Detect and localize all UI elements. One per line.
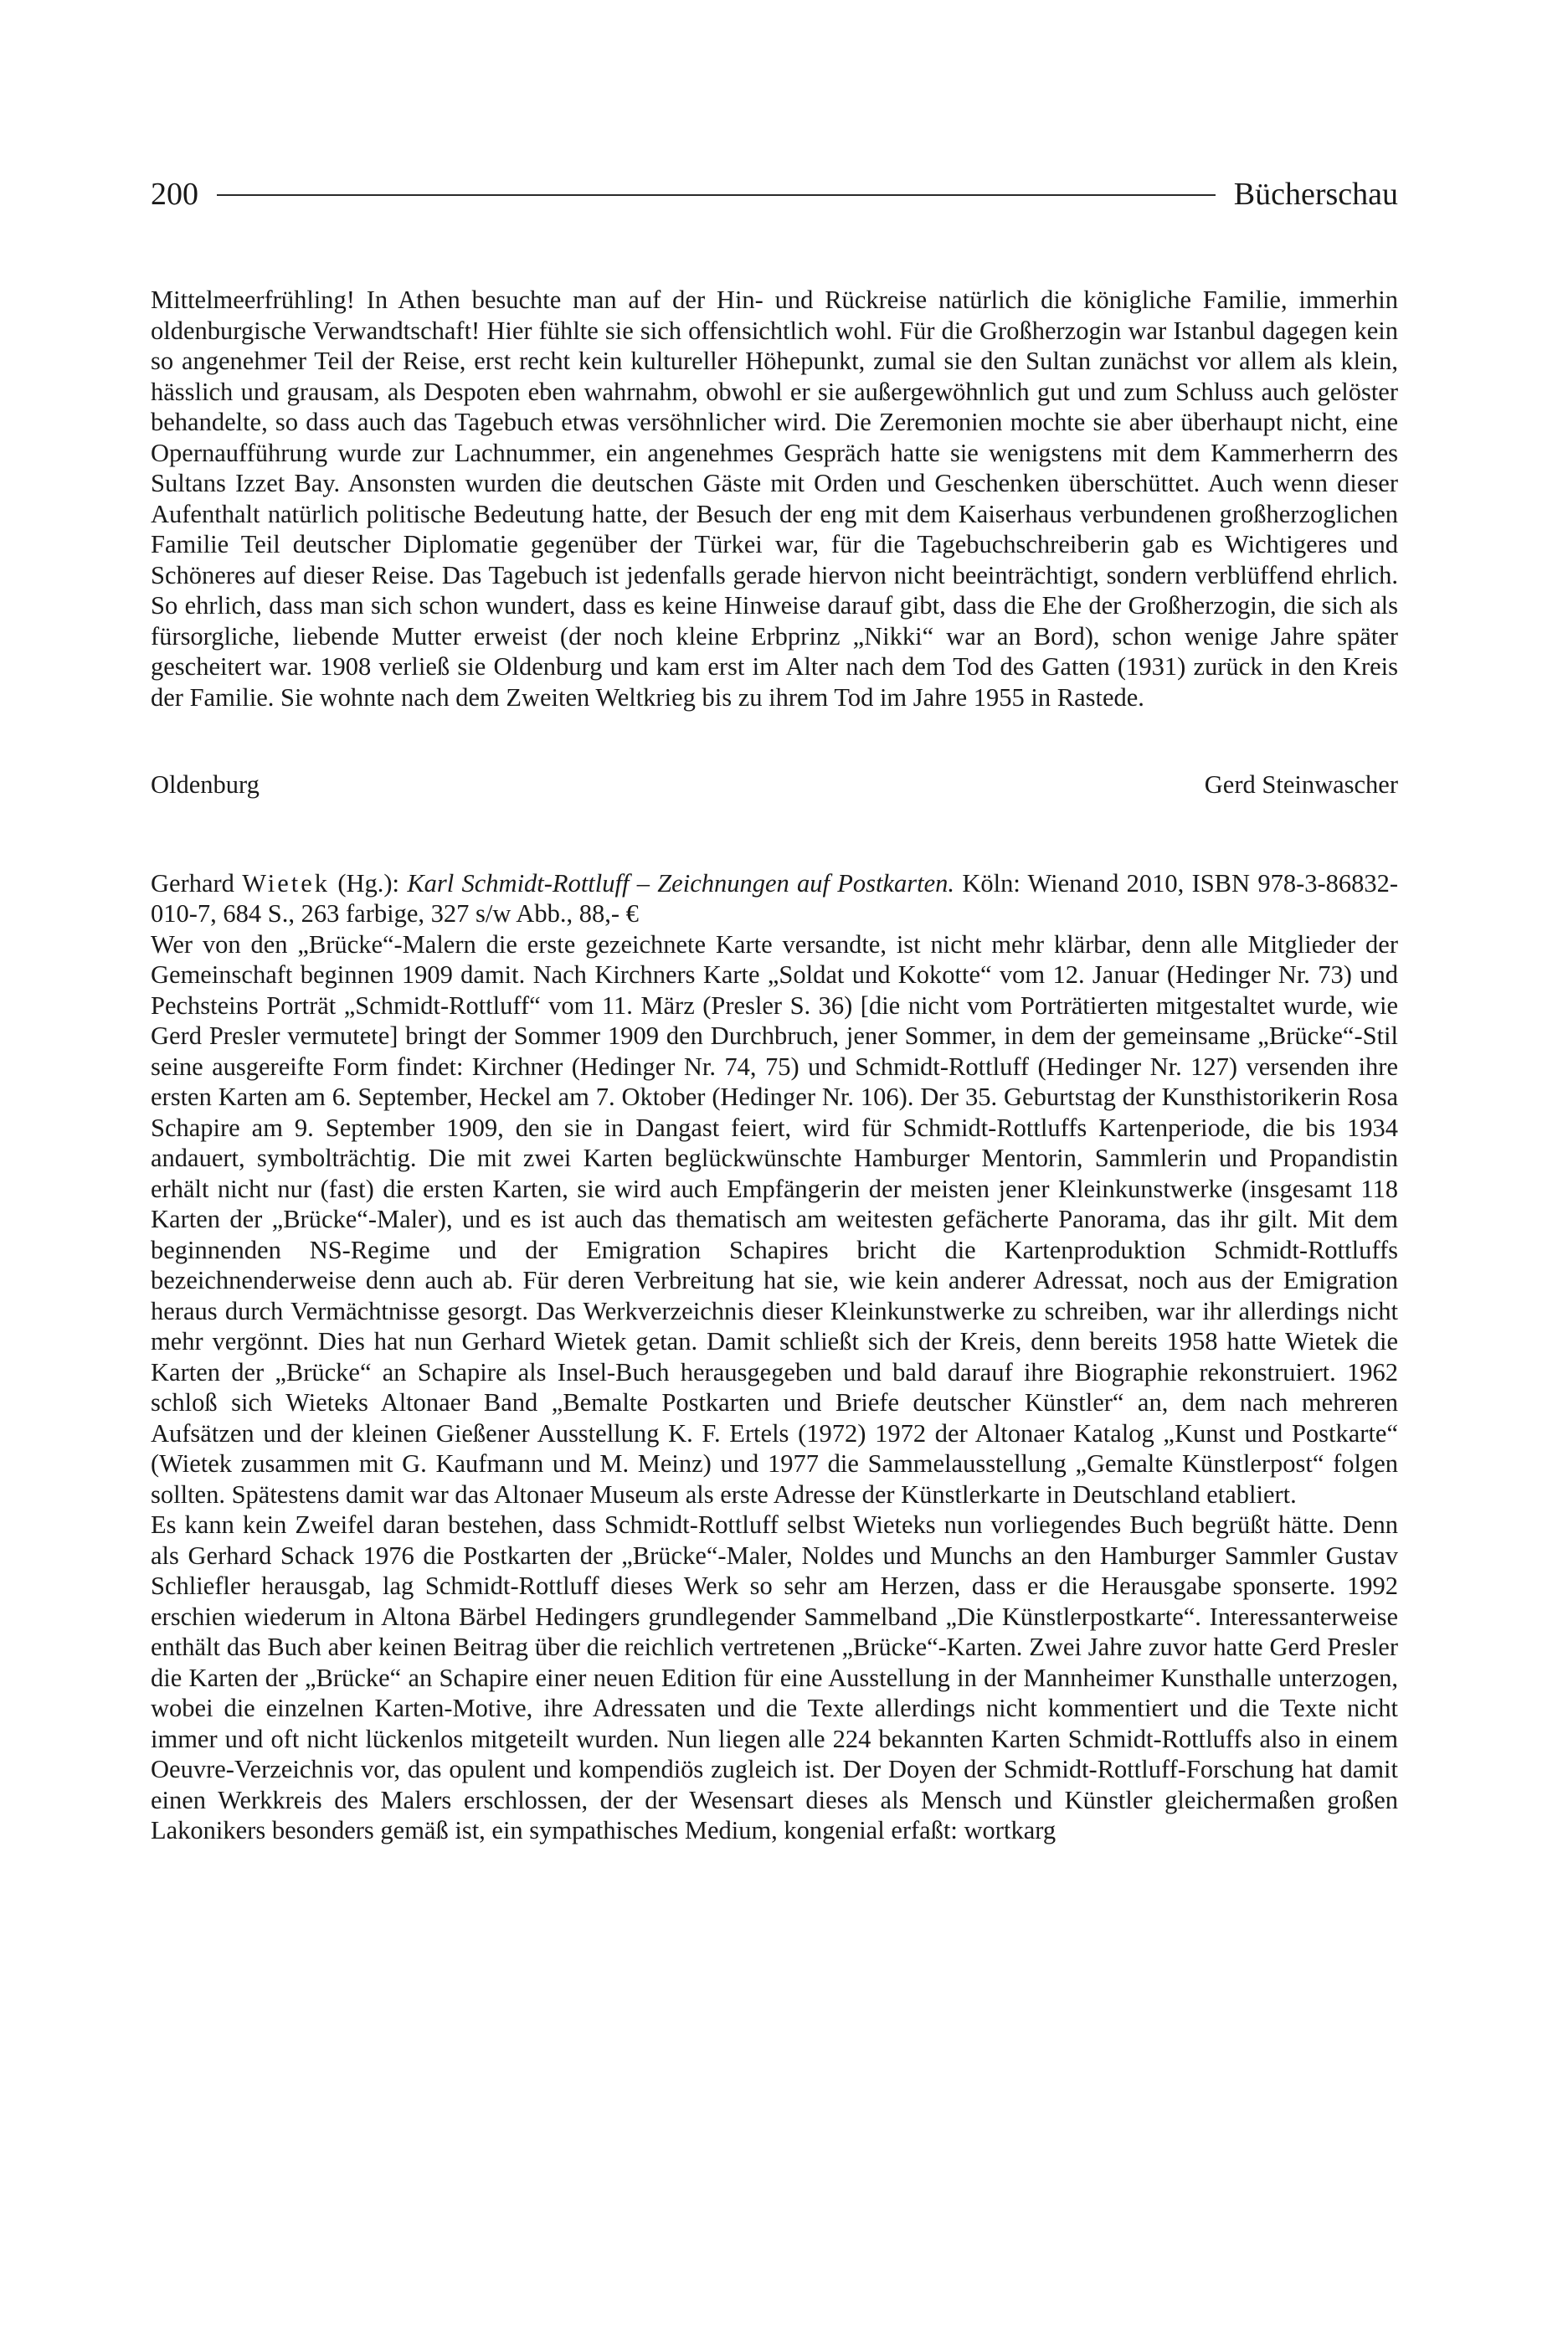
review-2-paragraph-1: Wer von den „Brücke“-Malern die erste gezeichnete Karte versandte, ist nicht mehr klärbar, denn alle Mitglieder der Gemeinschaft beginnen 1909 damit. Nach Kirchners Karte „Soldat und Kokotte“ vom 12. Januar (Hedinger Nr. 73) und Pechsteins Porträt „Schmidt-Rottluff“ vom 11. März (Presler S. 36) [die nicht vom Porträtierten mitgestaltet wurde, wie Gerd Presler vermutete] bringt der Sommer 1909 den Durchbruch, jener Sommer, in dem der gemeinsame „Brücke“-Stil seine ausgereifte Form findet: Kirchner (Hedinger Nr. 74, 75) und Schmidt-Rottluff (Hedinger Nr. 127) versenden ihre ersten Karten am 6. September, Heckel am 7. Oktober (Hedinger Nr. 106). Der 35. Geburtstag der Kunsthistorikerin Rosa Schapire am 9. September 1909, den sie in Dangast feiert, wird für Schmidt-Rottluffs Kartenperiode, die bis 1934 andauert, symbolträchtig. Die mit zwei Karten beglückwünschte Hamburger Mentorin, Sammlerin und Propandistin erhält nicht nur (fast) die ersten Karten, sie wird auch Empfängerin der meisten jener Kleinkunstwerke (insgesamt 118 Karten der „Brücke“-Maler), und es ist auch das thematisch am weitesten gefächerte Panorama, das ihr gilt. Mit dem beginnenden NS-Regime und der Emigration Schapires bricht die Kartenproduktion Schmidt-Rottluffs bezeichnenderweise denn auch ab. Für deren Verbreitung hat sie, wie kein anderer Adressat, noch aus der Emigration heraus durch Vermächtnisse gesorgt. Das Werkverzeichnis dieser Kleinkunstwerke zu schreiben, war ihr allerdings nicht mehr vergönnt. Dies hat nun Gerhard Wietek getan. Damit schließt sich der Kreis, denn bereits 1958 hatte Wietek die Karten der „Brücke“ an Schapire als Insel-Buch herausgegeben und bald darauf ihre Biographie rekonstruiert. 1962 schloß sich Wieteks Altonaer Band „Bemalte Postkarten und Briefe deutscher Künstler“ an, dem nach mehreren Aufsätzen und der kleinen Gießener Ausstellung K. F. Ertels (1972) 1972 der Altonaer Katalog „Kunst und Postkarte“ (Wietek zusammen mit G. Kaufmann und M. Meinz) und 1977 die Sammelausstellung „Gemalte Künstlerpost“ folgen sollten. Spätestens damit war das Altonaer Museum als erste Adresse der Künstlerkarte in Deutschland etabliert. [151, 929, 1398, 1509]
page [151, 176, 1398, 2319]
header-rule [217, 194, 1216, 196]
section-title: Bücherschau [1233, 177, 1398, 212]
review-1 [151, 285, 1398, 713]
publication-details: Köln: Wienand 2010, ISBN 978-3-86832-010-7, 684 S., 263 farbige, 327 s/w Abb., 88,- € [151, 868, 1399, 928]
editor-first-name: Gerhard [151, 868, 234, 898]
review-1-body: Mittelmeerfrühling! In Athen besuchte man auf der Hin- und Rückreise natürlich die königliche Familie, immerhin oldenburgische Verwandtschaft! Hier fühlte sie sich offensichtlich wohl. Für die Großherzogin war Istanbul dagegen kein so angenehmer Teil der Reise, erst recht kein kultureller Höhepunkt, zumal sie den Sultan zunächst vor allem als klein, hässlich und grausam, als Despoten eben wahrnahm, obwohl er sie außergewöhnlich gut und zum Schluss auch gelöster behandelte, so dass auch das Tagebuch etwas versöhnlicher wird. Die Zeremonien mochte sie aber überhaupt nicht, eine Opernaufführung wurde zur Lachnummer, ein angenehmes Gespräch hatte sie wenigstens mit dem Kammerherrn des Sultans Izzet Bay. Ansonsten wurden die deutschen Gäste mit Orden und Geschenken überschüttet. Auch wenn dieser Aufenthalt natürlich politische Bedeutung hatte, der Besuch der eng mit dem Kaiserhaus verbundenen großherzoglichen Familie Teil deutscher Diplomatie gegenüber der Türkei war, für die Tagebuchschreiberin gab es Wichtigeres und Schöneres auf dieser Reise. Das Tagebuch ist jedenfalls gerade hiervon nicht beeinträchtigt, sondern verblüffend ehrlich. So ehrlich, dass man sich schon wundert, dass es keine Hinweise darauf gibt, dass die Ehe der Großherzogin, die sich als fürsorgliche, liebende Mutter erweist (der noch kleine Erbprinz „Nikki“ war an Bord), schon wenige Jahre später gescheitert war. 1908 verließ sie Oldenburg und kam erst im Alter nach dem Tod des Gatten (1931) zurück in den Kreis der Familie. Sie wohnte nach dem Zweiten Weltkrieg bis zu ihrem Tod im Jahre 1955 in Rastede. [151, 286, 1398, 712]
book-title: Karl Schmidt-Rottluff – Zeichnungen auf Postkarten. [407, 868, 955, 898]
review-2-paragraph-2: Es kann kein Zweifel daran bestehen, dass Schmidt-Rottluff selbst Wieteks nun vorliegendes Buch begrüßt hätte. Denn als Gerhard Schack 1976 die Postkarten der „Brücke“-Maler, Noldes und Munchs an den Hamburger Sammler Gustav Schliefler herausgab, lag Schmidt-Rottluff dieses Werk so sehr am Herzen, dass er die Herausgabe sponserte. 1992 erschien wiederum in Altona Bärbel Hedingers grundlegender Sammelband „Die Künstlerpostkarte“. Interessanterweise enthält das Buch aber keinen Beitrag über die reichlich vertretenen „Brücke“-Karten. Zwei Jahre zuvor hatte Gerd Presler die Karten der „Brücke“ an Schapire einer neuen Edition für eine Ausstellung in der Mannheimer Kunsthalle unterzogen, wobei die einzelnen Karten-Motive, ihre Adressaten und die Texte allerdings nicht kommentiert und die Texte nicht immer und oft nicht lückenlos mitgeteilt wurden. Nun liegen alle 224 bekannten Karten Schmidt-Rottluffs also in einem Oeuvre-Verzeichnis vor, das opulent und kompendiös zugleich ist. Der Doyen der Schmidt-Rottluff-Forschung hat damit einen Werkkreis des Malers erschlossen, der der Wesensart dieses als Mensch und Künstler gleichermaßen großen Lakonikers besonders gemäß ist, ein sympathisches Medium, kongenial erfaßt: wortkarg [151, 1510, 1398, 1844]
review-1-place: Oldenburg [151, 770, 260, 799]
editor-last-name: Wietek [242, 868, 331, 898]
running-head [151, 176, 1398, 223]
review-1-signature [151, 769, 1398, 800]
review-1-author: Gerd Steinwascher [1204, 770, 1398, 799]
review-2-citation [151, 868, 1398, 929]
review-2 [151, 868, 1398, 1846]
editor-role: (Hg.): [337, 868, 400, 898]
page-number: 200 [151, 177, 198, 212]
